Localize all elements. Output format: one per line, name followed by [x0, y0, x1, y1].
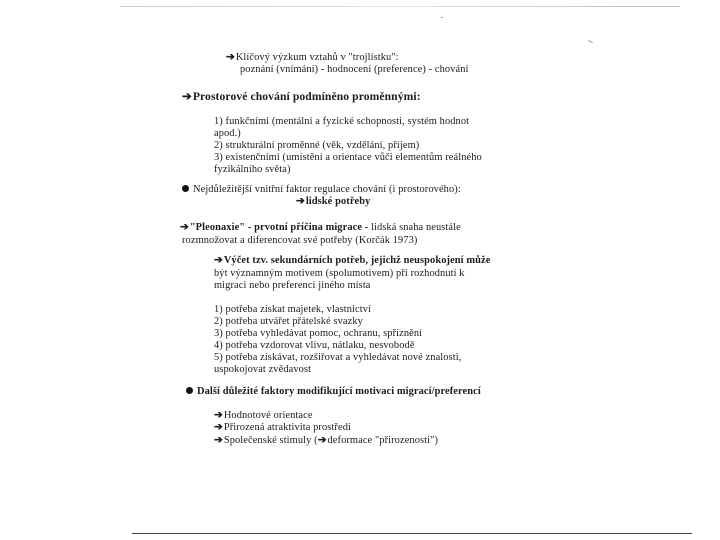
text-line: ➔Výčet tzv. sekundárních potřeb, jejichž neuspokojení může [214, 255, 491, 266]
arrow-icon: ➔ [214, 422, 223, 433]
section-heading: Další důležité faktory modifikující motivaci migrací/preferencí [186, 386, 481, 398]
text-line: rozmnožovat a diferencovat své potřeby (Korčák 1973) [182, 235, 418, 246]
bullet-icon [182, 185, 189, 192]
list-item: 1) potřeba získat majetek, vlastnictví [214, 304, 372, 315]
list-item: 3) potřeba vyhledávat pomoc, ochranu, spříznění [214, 328, 423, 339]
text-line: fyzikálního světa) [214, 164, 291, 175]
arrow-icon: ➔ [214, 410, 223, 421]
text-line: poznání (vnímání) - hodnocení (preference) - chování [240, 64, 469, 75]
text-line: 2) strukturální proměnné (věk, vzdělání, příjem) [214, 140, 420, 151]
text-line: ➔"Pleonaxie" - prvotní příčina migrace - lidská snaha neustále [180, 222, 461, 233]
text-line: 3) existenčními (umístění a orientace vůči elementům reálného [214, 152, 482, 163]
top-scan-rule [120, 6, 680, 7]
text-line: ➔Přirozená atraktivita prostředí [214, 422, 351, 433]
text-line: migraci nebo preferenci jiného místa [214, 280, 371, 291]
arrow-icon: ➔ [180, 222, 189, 233]
text-line: 1) funkčními (mentální a fyzické schopnosti, systém hodnot [214, 116, 470, 127]
text-line: ➔Hodnotové orientace [214, 410, 313, 421]
arrow-icon: ➔ [214, 255, 223, 266]
arrow-icon: ➔ [182, 90, 192, 103]
text-line: být významným motivem (spolumotivem) při rozhodnutí k [214, 268, 465, 279]
arrow-icon: ➔ [296, 196, 305, 207]
list-item: 2) potřeba utvářet přátelské svazky [214, 316, 363, 327]
list-item: 4) potřeba vzdorovat vlivu, nátlaku, nesvobodě [214, 340, 415, 351]
list-item: uspokojovat zvědavost [214, 364, 312, 375]
arrow-icon: ➔ [317, 435, 327, 446]
text-line: ➔lidské potřeby [296, 196, 371, 207]
bullet-icon [186, 387, 193, 394]
arrow-icon: ➔ [226, 52, 235, 63]
text-line: apod.) [214, 128, 241, 139]
text-line: ➔Společenské stimuly (➔deformace "přirozenosti") [214, 435, 439, 446]
section-heading: ➔Prostorové chování podmíněno proměnnými: [182, 90, 421, 103]
list-item: 5) potřeba získávat, rozšiřovat a vyhledávat nové znalosti, [214, 352, 462, 363]
arrow-icon: ➔ [214, 435, 223, 446]
text-line: ➔Klíčový výzkum vztahů v "trojlístku": [226, 52, 399, 63]
text-line: Nejdůležitější vnitřní faktor regulace chování (i prostorového): [182, 184, 461, 196]
scan-speck [588, 40, 593, 43]
scan-speck [441, 17, 443, 18]
bottom-scan-rule [132, 533, 692, 534]
